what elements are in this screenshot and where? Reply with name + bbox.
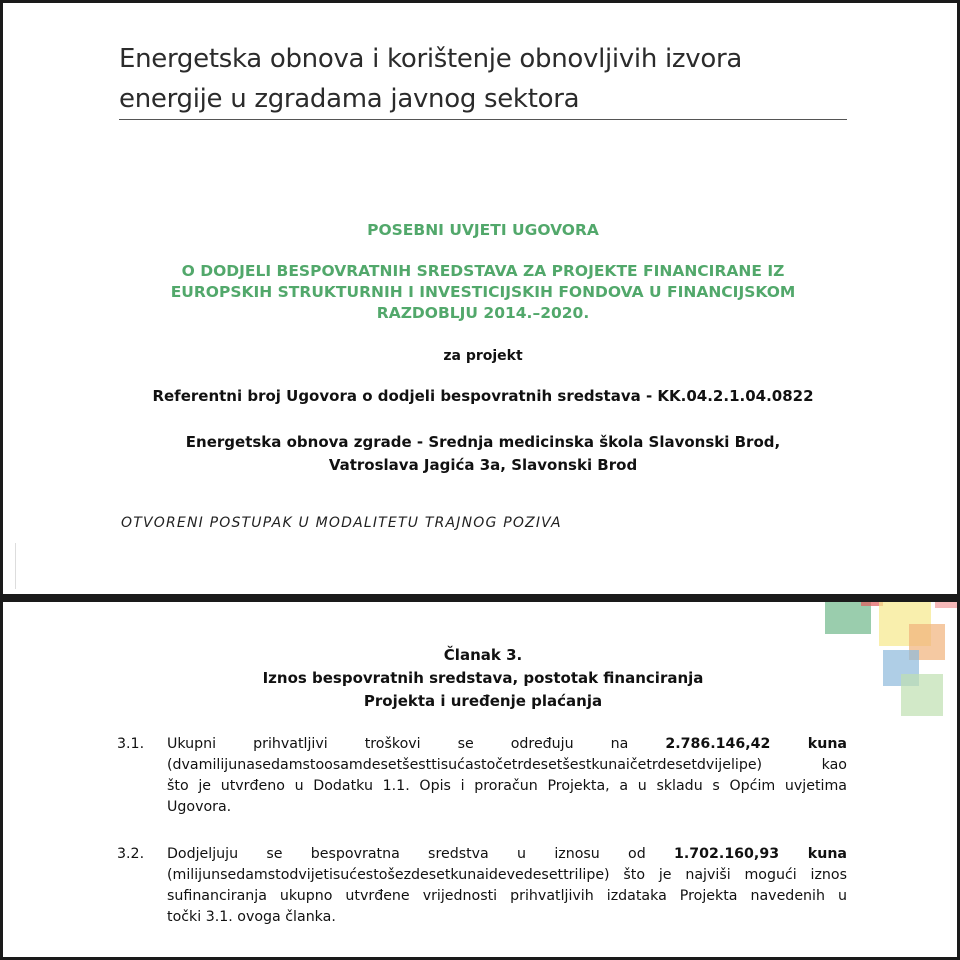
clause-line: (dvamilijunasedamstoosamdesetšesttisućastočetrdesetšestkunaičetrdesetdvijelipe) kao: [167, 757, 847, 773]
project-name-line: Vatroslava Jagića 3a, Slavonski Brod: [328, 456, 638, 474]
document-cover-page: [3, 3, 957, 596]
article-title: Članak 3.: [443, 646, 523, 664]
project-name-line: Energetska obnova zgrade - Srednja medicinska škola Slavonski Brod,: [185, 433, 781, 451]
heading-line: O DODJELI BESPOVRATNIH SREDSTAVA ZA PROJEKTE FINANCIRANE IZ: [181, 262, 785, 280]
reference-number: Referentni broj Ugovora o dodjeli bespovratnih sredstava - KK.04.2.1.04.0822: [152, 387, 814, 405]
decorative-square: [825, 602, 871, 634]
grant-amount: 1.702.160,93 kuna: [674, 846, 847, 862]
heading-line: EUROPSKIH STRUKTURNIH I INVESTICIJSKIH FONDOVA U FINANCIJSKOM: [170, 283, 796, 301]
header-rule: [119, 119, 847, 120]
procedure-type: OTVORENI POSTUPAK U MODALITETU TRAJNOG POZIVA: [121, 515, 562, 531]
clause-text: Ukupni prihvatljivi troškovi se određuju na: [167, 736, 629, 752]
page-divider: [0, 594, 960, 602]
article-heading: [163, 644, 803, 713]
decorative-square: [901, 674, 943, 716]
clause-line: [167, 844, 847, 865]
document-article-page: [3, 602, 957, 957]
clause-line: što je utvrđeno u Dodatku 1.1. Opis i proračun Projekta, a u skladu s Općim uvjetima: [167, 778, 847, 794]
clause-line: sufinanciranja ukupno utvrđene vrijednosti prihvatljivih izdataka Projekta navedenih u: [167, 888, 847, 904]
clause-line: točki 3.1. ovoga članka.: [167, 909, 336, 925]
clause-body: [167, 844, 847, 928]
eligible-costs-amount: 2.786.146,42 kuna: [665, 736, 847, 752]
clause-line: [167, 734, 847, 755]
page-edge-mark: [1, 543, 16, 589]
article-subtitle: Projekta i uređenje plaćanja: [363, 692, 603, 710]
decorative-square: [935, 602, 957, 608]
for-project-label: za projekt: [443, 348, 523, 364]
clause-number: 3.2.: [117, 846, 145, 862]
project-name: [63, 431, 903, 477]
article-subtitle: Iznos bespovratnih sredstava, postotak financiranja: [262, 669, 704, 687]
clause-line: Ugovora.: [167, 799, 232, 815]
clause-line: (milijunsedamstodvijetisućestošezdesetkunaidevedesettrilipe) što je najviši mogući iznos: [167, 867, 847, 883]
heading-grant-description: [63, 261, 903, 324]
clause-number: 3.1.: [117, 736, 145, 752]
heading-line: RAZDOBLJU 2014.–2020.: [376, 304, 590, 322]
clause-body: [167, 734, 847, 818]
header-title: Energetska obnova i korištenje obnovljivih izvora energije u zgradama javnog sektora: [119, 44, 742, 114]
clause-text: Dodjeljuju se bespovratna sredstva u iznosu od: [167, 846, 646, 862]
heading-special-conditions: POSEBNI UVJETI UGOVORA: [367, 221, 599, 239]
